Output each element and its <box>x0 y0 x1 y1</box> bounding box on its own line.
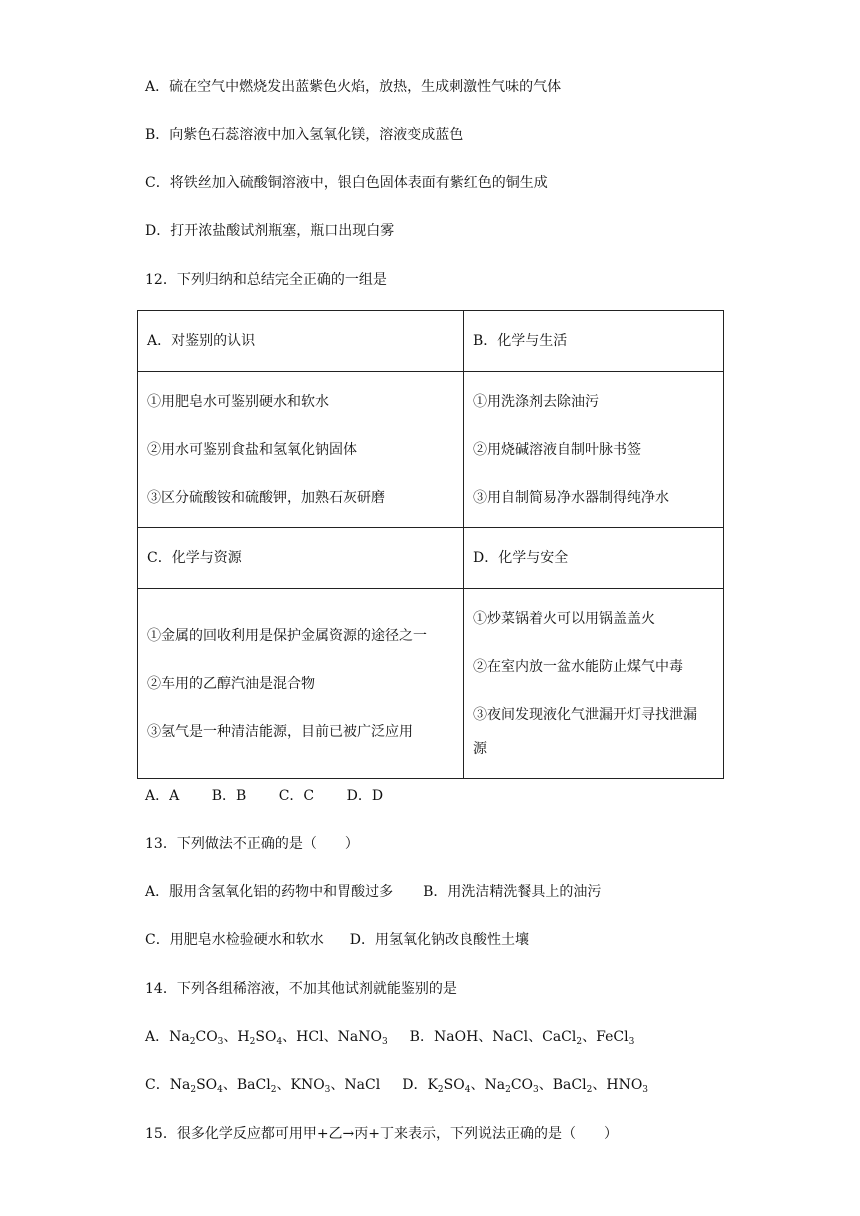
d-head-text: D．化学与安全 <box>473 550 569 566</box>
q11-option-a: A．硫在空气中燃烧发出蓝紫色火焰，放热，生成刺激性气味的气体 <box>145 79 562 95</box>
q14-option-c-label: C． <box>145 1077 170 1093</box>
table-cell-d-head <box>464 528 724 589</box>
c-item-2: ②车用的乙醇汽油是混合物 <box>147 675 315 692</box>
table-cell-c-head <box>138 528 464 589</box>
c-item-3: ③氢气是一种清洁能源，目前已被广泛应用 <box>147 723 413 740</box>
c-item-1: ①金属的回收利用是保护金属资源的途径之一 <box>147 627 427 644</box>
q12-option-b: B．B <box>211 788 247 804</box>
d-item-2: ②在室内放一盆水能防止煤气中毒 <box>473 658 683 675</box>
q14-option-c-formula: $Na_2SO_4$、BaCl$_2$、$KNO_3$、NaCl <box>169 1077 381 1095</box>
table-cell-c-items <box>138 589 464 779</box>
b-head-text: B．化学与生活 <box>473 333 568 349</box>
q12-option-d: D．D <box>346 788 384 804</box>
q15-stem: 15．很多化学反应都可用甲+乙→丙+丁来表示，下列说法正确的是（ ） <box>145 1126 619 1142</box>
q14-stem: 14．下列各组稀溶液，不加其他试剂就能鉴别的是 <box>145 981 457 997</box>
a-item-3: ③区分硫酸铵和硫酸钾，加熟石灰研磨 <box>147 489 385 506</box>
table-cell-a-items <box>138 372 464 528</box>
q12-summary-table <box>137 310 724 779</box>
q14-option-b-label: B． <box>409 1029 434 1045</box>
q12-stem: 12．下列归纳和总结完全正确的一组是 <box>145 272 387 288</box>
q13-option-a: A．服用含氢氧化铝的药物中和胃酸过多 <box>145 884 394 900</box>
a-item-2: ②用水可鉴别食盐和氢氧化钠固体 <box>147 441 357 458</box>
q13-stem: 13．下列做法不正确的是（ ） <box>145 836 359 852</box>
table-cell-b-items <box>464 372 724 528</box>
table-cell-a-head <box>138 311 464 372</box>
d-item-3: ③夜间发现液化气泄漏开灯寻找泄漏 <box>473 706 697 723</box>
q14-options-row-2 <box>145 1075 648 1095</box>
q14-option-d-label: D． <box>402 1077 428 1093</box>
d-item-3-continued: 源 <box>473 740 487 757</box>
q12-options <box>145 786 383 806</box>
q14-option-a-formula: $Na_2CO_3$、$H_2SO_4$、HCl、NaNO$_3$ <box>169 1029 388 1047</box>
q14-options-row-1 <box>145 1027 634 1047</box>
q11-option-b: B．向紫色石蕊溶液中加入氢氧化镁，溶液变成蓝色 <box>145 127 464 143</box>
q12-option-c: C．C <box>278 788 315 804</box>
table-cell-d-items <box>464 589 724 779</box>
a-head-text: A．对鉴别的认识 <box>147 333 256 349</box>
b-item-3: ③用自制简易净水器制得纯净水 <box>473 489 669 506</box>
q11-option-d: D．打开浓盐酸试剂瓶塞，瓶口出现白雾 <box>145 223 395 239</box>
q14-option-b-formula: NaOH、NaCl、CaCl$_2$、FeCl$_3$ <box>433 1029 635 1047</box>
b-item-1: ①用洗涤剂去除油污 <box>473 393 599 410</box>
d-item-1: ①炒菜锅着火可以用锅盖盖火 <box>473 610 655 627</box>
q12-option-a: A．A <box>145 788 180 804</box>
c-head-text: C．化学与资源 <box>147 550 242 566</box>
q14-option-a-label: A． <box>145 1029 170 1045</box>
table-cell-b-head <box>464 311 724 372</box>
q11-option-c: C．将铁丝加入硫酸铜溶液中，银白色固体表面有紫红色的铜生成 <box>145 175 548 191</box>
q13-option-b: B．用洗洁精洗餐具上的油污 <box>423 884 602 900</box>
b-item-2: ②用烧碱溶液自制叶脉书签 <box>473 441 641 458</box>
q13-options-row-1 <box>145 882 601 902</box>
q13-option-d: D．用氢氧化钠改良酸性土壤 <box>349 932 529 948</box>
q13-options-row-2 <box>145 930 529 950</box>
a-item-1: ①用肥皂水可鉴别硬水和软水 <box>147 393 329 410</box>
q13-option-c: C．用肥皂水检验硬水和软水 <box>145 932 324 948</box>
q14-option-d-formula: $K_2SO_4$、$Na_2CO_3$、BaCl$_2$、$HNO_3$ <box>427 1077 649 1095</box>
